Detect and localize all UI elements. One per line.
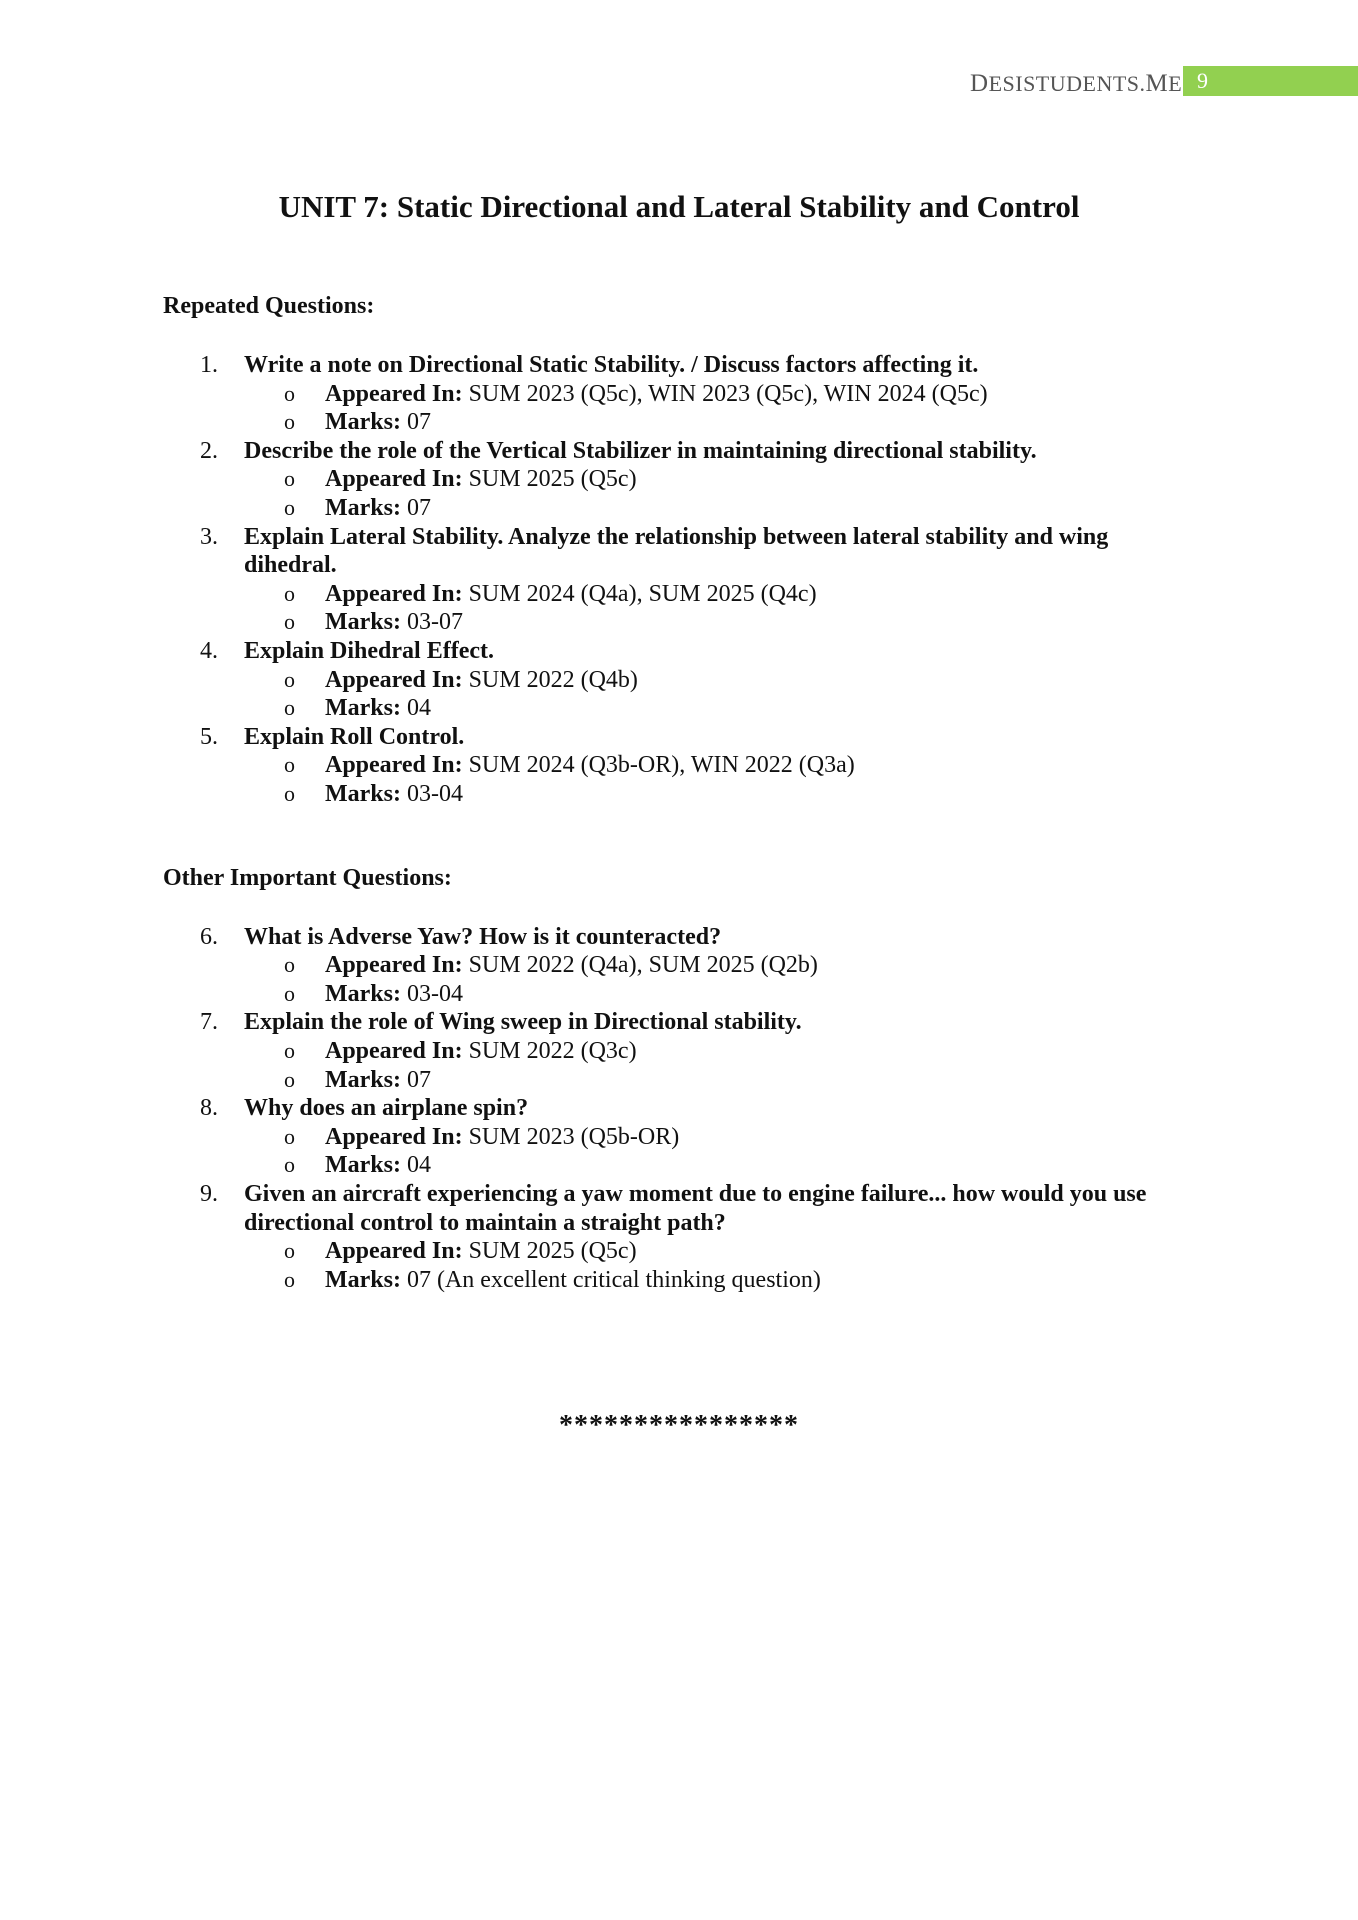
appeared-value: SUM 2022 (Q4a), SUM 2025 (Q2b) — [462, 952, 818, 979]
bullet-icon: o — [284, 1238, 295, 1264]
repeated-questions-heading: Repeated Questions: — [163, 293, 375, 319]
marks-label: Marks: — [325, 609, 401, 636]
marks-value: 07 — [400, 494, 431, 521]
appeared-label: Appeared In: — [325, 380, 463, 407]
appeared-in-line — [0, 380, 1358, 409]
marks-label: Marks: — [325, 1266, 401, 1293]
marks-value: 03-04 — [400, 780, 463, 807]
question-text: Describe the role of the Vertical Stabilizer in maintaining directional stability. — [244, 437, 1037, 464]
appeared-label: Appeared In: — [325, 580, 463, 607]
marks-line — [0, 694, 1358, 723]
bullet-icon: o — [284, 752, 295, 778]
site-tld-initial: M — [1145, 70, 1169, 97]
page-number-badge: 9 — [1183, 66, 1358, 96]
appeared-in-line — [0, 666, 1358, 695]
site-name — [970, 70, 1183, 98]
appeared-value: SUM 2022 (Q4b) — [462, 666, 638, 693]
marks-line — [0, 980, 1358, 1009]
question-number: 6. — [200, 923, 218, 950]
marks-line — [0, 408, 1358, 437]
marks-value: 07 — [400, 1066, 431, 1093]
appeared-value: SUM 2025 (Q5c) — [462, 466, 637, 493]
question-item — [0, 437, 1358, 523]
repeated-questions-list — [0, 351, 1358, 809]
question-item — [0, 1180, 1358, 1294]
end-of-section-marker: **************** — [559, 1410, 799, 1441]
marks-line — [0, 494, 1358, 523]
bullet-icon: o — [284, 1037, 295, 1063]
marks-label: Marks: — [325, 494, 401, 521]
site-name-dot: . — [1139, 71, 1146, 96]
bullet-icon: o — [284, 1152, 295, 1178]
question-number: 8. — [200, 1095, 218, 1122]
question-text: Explain the role of Wing sweep in Directional stability. — [244, 1009, 802, 1036]
bullet-icon: o — [284, 580, 295, 606]
appeared-label: Appeared In: — [325, 466, 463, 493]
bullet-icon: o — [284, 780, 295, 806]
bullet-icon: o — [284, 980, 295, 1006]
marks-value: 04 — [400, 695, 431, 722]
other-questions-list — [0, 894, 1358, 1294]
marks-line — [0, 608, 1358, 637]
appeared-in-line — [0, 1237, 1358, 1266]
marks-label: Marks: — [325, 1066, 401, 1093]
bullet-icon: o — [284, 1123, 295, 1149]
question-text: Explain Roll Control. — [244, 723, 465, 750]
bullet-icon: o — [284, 609, 295, 635]
marks-label: Marks: — [325, 1152, 401, 1179]
question-number: 7. — [200, 1009, 218, 1036]
question-text: Explain Lateral Stability. Analyze the relationship between lateral stability and wing dihedral. — [244, 523, 1109, 579]
question-item — [0, 723, 1358, 809]
question-item — [0, 923, 1358, 1009]
question-number: 9. — [200, 1180, 218, 1207]
appeared-in-line — [0, 1123, 1358, 1152]
question-number: 3. — [200, 523, 218, 550]
appeared-label: Appeared In: — [325, 952, 463, 979]
question-text: What is Adverse Yaw? How is it counteracted? — [244, 923, 722, 950]
marks-value: 07 — [400, 409, 431, 436]
appeared-in-line — [0, 751, 1358, 780]
bullet-icon: o — [284, 494, 295, 520]
question-text: Write a note on Directional Static Stability. / Discuss factors affecting it. — [244, 352, 979, 378]
bullet-icon: o — [284, 380, 295, 406]
bullet-icon: o — [284, 409, 295, 435]
appeared-label: Appeared In: — [325, 752, 463, 779]
appeared-value: SUM 2025 (Q5c) — [462, 1238, 637, 1265]
question-text: Why does an airplane spin? — [244, 1095, 529, 1122]
appeared-in-line — [0, 465, 1358, 494]
bullet-icon: o — [284, 466, 295, 492]
marks-line — [0, 1151, 1358, 1180]
appeared-label: Appeared In: — [325, 666, 463, 693]
question-text: Explain Dihedral Effect. — [244, 637, 494, 664]
appeared-label: Appeared In: — [325, 1123, 463, 1150]
question-number: 5. — [200, 723, 218, 750]
appeared-value: SUM 2023 (Q5c), WIN 2023 (Q5c), WIN 2024 (Q5c) — [462, 380, 988, 407]
marks-value: 07 (An excellent critical thinking question) — [400, 1266, 821, 1293]
appeared-in-line — [0, 580, 1358, 609]
site-name-initial: D — [970, 70, 989, 97]
bullet-icon: o — [284, 1066, 295, 1092]
marks-line — [0, 1266, 1358, 1295]
question-number: 1. — [200, 352, 218, 378]
site-tld-rest: E — [1168, 71, 1183, 96]
appeared-in-line — [0, 951, 1358, 980]
site-name-rest: ESISTUDENTS — [988, 71, 1140, 96]
bullet-icon: o — [284, 695, 295, 721]
bullet-icon: o — [284, 952, 295, 978]
question-item — [0, 1008, 1358, 1094]
question-text: Given an aircraft experiencing a yaw moment due to engine failure... how would you use directional control to maintain a straight path? — [244, 1180, 1147, 1236]
appeared-value: SUM 2024 (Q4a), SUM 2025 (Q4c) — [462, 580, 817, 607]
other-questions-heading: Other Important Questions: — [163, 865, 452, 891]
marks-label: Marks: — [325, 780, 401, 807]
question-item — [0, 1094, 1358, 1180]
appeared-value: SUM 2024 (Q3b-OR), WIN 2022 (Q3a) — [462, 752, 855, 779]
appeared-value: SUM 2023 (Q5b-OR) — [462, 1123, 680, 1150]
marks-value: 03-07 — [400, 609, 463, 636]
question-item — [0, 523, 1358, 637]
appeared-label: Appeared In: — [325, 1037, 463, 1064]
question-number: 2. — [200, 437, 218, 464]
marks-value: 03-04 — [400, 980, 463, 1007]
marks-label: Marks: — [325, 695, 401, 722]
question-item — [0, 351, 1358, 437]
page-title: UNIT 7: Static Directional and Lateral Stability and Control — [278, 189, 1080, 224]
bullet-icon: o — [284, 1266, 295, 1292]
marks-line — [0, 780, 1358, 809]
marks-line — [0, 1066, 1358, 1095]
appeared-in-line — [0, 1037, 1358, 1066]
marks-label: Marks: — [325, 409, 401, 436]
question-item — [0, 637, 1358, 723]
marks-label: Marks: — [325, 980, 401, 1007]
marks-value: 04 — [400, 1152, 431, 1179]
appeared-value: SUM 2022 (Q3c) — [462, 1037, 637, 1064]
question-number: 4. — [200, 637, 218, 664]
appeared-label: Appeared In: — [325, 1238, 463, 1265]
bullet-icon: o — [284, 666, 295, 692]
